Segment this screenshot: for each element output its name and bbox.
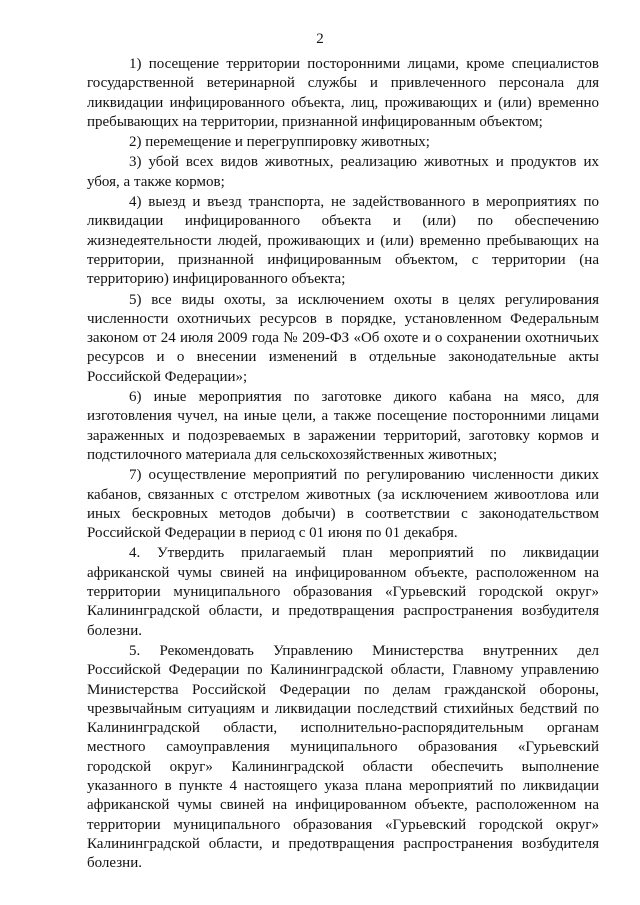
page-number: 2 xyxy=(316,31,324,47)
paragraph-section-5: 5. Рекомендовать Управлению Министерства внутренних дел Российской Федерации по Калининградской области, Главному управлению Министерства Российской Федерации по делам гражданской обороны, чрезвычайным ситуациям и ликвидации последствий стихийных бедствий по Калининградской области, исполнительно-распорядительным органам местного самоуправления муниципального образования «Гурьевский городской округ» Калининградской области обеспечить выполнение указанного в пункте 4 настоящего указа плана мероприятий по ликвидации африканской чумы свиней на инфицированном объекте, расположенном на территории муниципального образования «Гурьевский городской округ» Калининградской области, и предотвращения распространения возбудителя болезни. xyxy=(87,642,599,872)
paragraph-item-6: 6) иные мероприятия по заготовке дикого кабана на мясо, для изготовления чучел, на иные цели, а также посещение посторонними лицами зараженных и подозреваемых в заражении территорий, заготовку кормов и подстилочного материала для сельскохозяйственных животных; xyxy=(87,389,599,463)
paragraph-item-2: 2) перемещение и перегруппировку животных; xyxy=(129,134,430,151)
document-body xyxy=(87,55,599,874)
paragraph-item-7: 7) осуществление мероприятий по регулированию численности диких кабанов, связанных с отстрелом животных (за исключением живоотлова или иных бескровных методов добычи) в соответствии с законодательством Российской Федерации в период с 01 июня по 01 декабря. xyxy=(87,467,599,542)
paragraph-section-4: 4. Утвердить прилагаемый план мероприятий по ликвидации африканской чумы свиней на инфицированном объекте, расположенном на территории муниципального образования «Гурьевский городской округ» Калининградской области, и предотвращения распространения возбудителя болезни. xyxy=(87,545,599,639)
paragraph-item-3: 3) убой всех видов животных, реализацию животных и продуктов их убоя, а также кормов; xyxy=(87,154,599,190)
paragraph-item-1: 1) посещение территории посторонними лицами, кроме специалистов государственной ветеринарной службы и привлеченного персонала для ликвидации инфицированного объекта, лиц, проживающих и (или) временно пребывающих на территории, признанной инфицированным объектом; xyxy=(87,56,599,130)
paragraph-item-5: 5) все виды охоты, за исключением охоты в целях регулирования численности охотничьих ресурсов в порядке, установленном Федеральным законом от 24 июля 2009 года № 209-ФЗ «Об охоте и о сохранении охотничьих ресурсов и о внесении изменений в отдельные законодательные акты Российской Федерации»; xyxy=(87,291,599,385)
paragraph-item-4: 4) выезд и въезд транспорта, не задействованного в мероприятиях по ликвидации инфицированного объекта и (или) по обеспечению жизнедеятельности людей, проживающих и (или) временно пребывающих на территории, признанной инфицированным объектом, с территории (на территорию) инфицированного объекта; xyxy=(87,194,599,288)
